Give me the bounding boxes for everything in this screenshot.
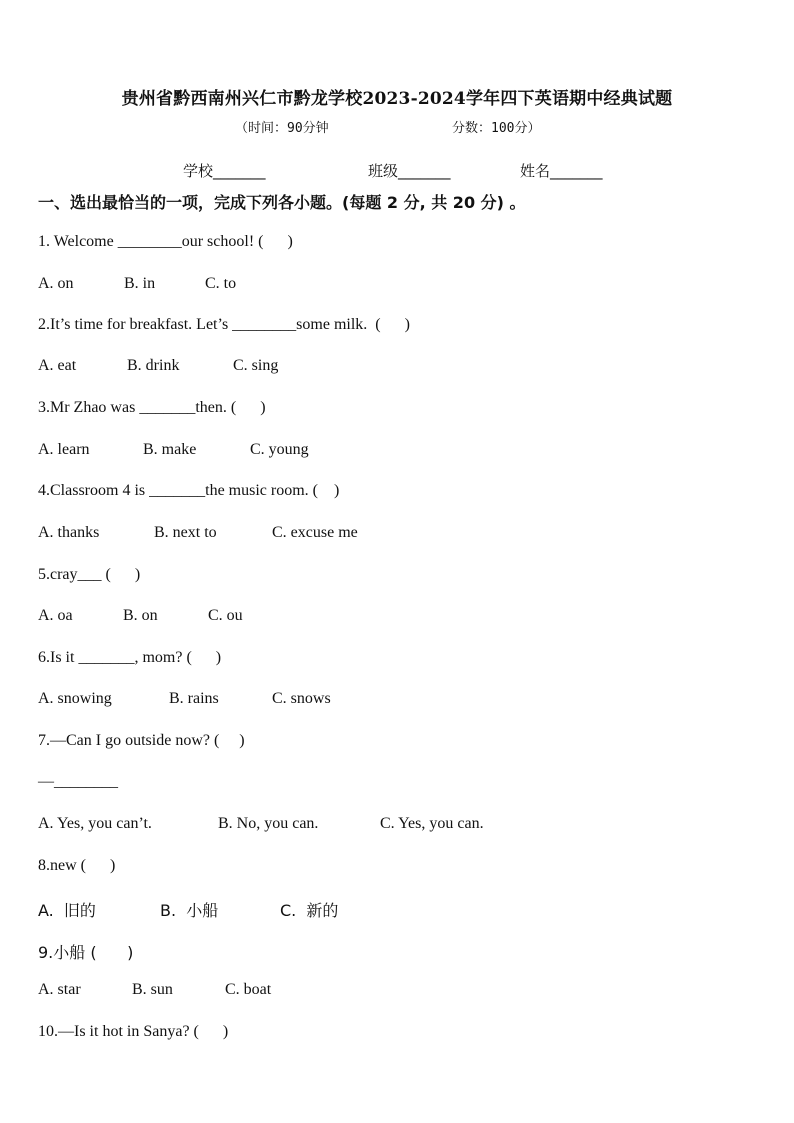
- exam-score: 分数：100分）: [452, 121, 541, 136]
- name-field: 姓名_______: [520, 162, 603, 180]
- option-b: B. No, you can.: [218, 815, 319, 832]
- option-a: A. on: [38, 275, 74, 292]
- question-stem: 8.new ( ): [38, 857, 116, 874]
- option-c: C. sing: [233, 357, 279, 374]
- option-b: B. drink: [127, 357, 180, 374]
- option-c: C. boat: [225, 981, 272, 998]
- option-a: A. oa: [38, 607, 73, 624]
- option-c: C. excuse me: [272, 524, 358, 541]
- school-field: 学校_______: [183, 162, 266, 180]
- option-c: C. Yes, you can.: [380, 815, 484, 832]
- answer-line: —________: [38, 773, 118, 790]
- option-c: C. ou: [208, 607, 243, 624]
- option-b: B. in: [124, 275, 156, 292]
- exam-time: （时间：90分钟: [235, 121, 329, 136]
- page-title: 贵州省黔西南州兴仁市黔龙学校2023-2024学年四下英语期中经典试题: [121, 89, 673, 109]
- option-b: B. 小船: [160, 901, 219, 920]
- option-b: B. sun: [132, 981, 173, 998]
- class-field: 班级_______: [368, 162, 451, 180]
- option-a: A. learn: [38, 441, 90, 458]
- question-stem: 7.—Can I go outside now? ( ): [38, 732, 245, 749]
- question-stem: 2.It’s time for breakfast. Let’s ________some milk. ( ): [38, 316, 410, 333]
- question-stem: 10.—Is it hot in Sanya? ( ): [38, 1023, 229, 1040]
- option-c: C. young: [250, 441, 309, 458]
- option-a: A. thanks: [38, 524, 100, 541]
- option-a: A. snowing: [38, 690, 112, 707]
- option-a: A. Yes, you can’t.: [38, 815, 152, 832]
- question-stem: 9.小船 ( ): [38, 943, 134, 962]
- option-b: B. on: [123, 607, 158, 624]
- option-c: C. to: [205, 275, 237, 292]
- question-stem: 5.cray___ ( ): [38, 566, 141, 583]
- option-b: B. rains: [169, 690, 219, 707]
- option-a: A. eat: [38, 357, 77, 374]
- option-a: A. star: [38, 981, 81, 998]
- question-stem: 3.Mr Zhao was _______then. ( ): [38, 399, 266, 416]
- option-c: C. 新的: [280, 901, 339, 920]
- question-stem: 4.Classroom 4 is _______the music room. ( ): [38, 482, 340, 499]
- option-c: C. snows: [272, 690, 331, 707]
- question-stem: 6.Is it _______, mom? ( ): [38, 649, 222, 666]
- section-heading: 一、选出最恰当的一项，完成下列各小题。(每题 2 分, 共 20 分) 。: [38, 193, 526, 212]
- option-b: B. next to: [154, 524, 217, 541]
- question-stem: 1. Welcome ________our school! ( ): [38, 233, 293, 250]
- option-a: A. 旧的: [38, 901, 96, 920]
- option-b: B. make: [143, 441, 197, 458]
